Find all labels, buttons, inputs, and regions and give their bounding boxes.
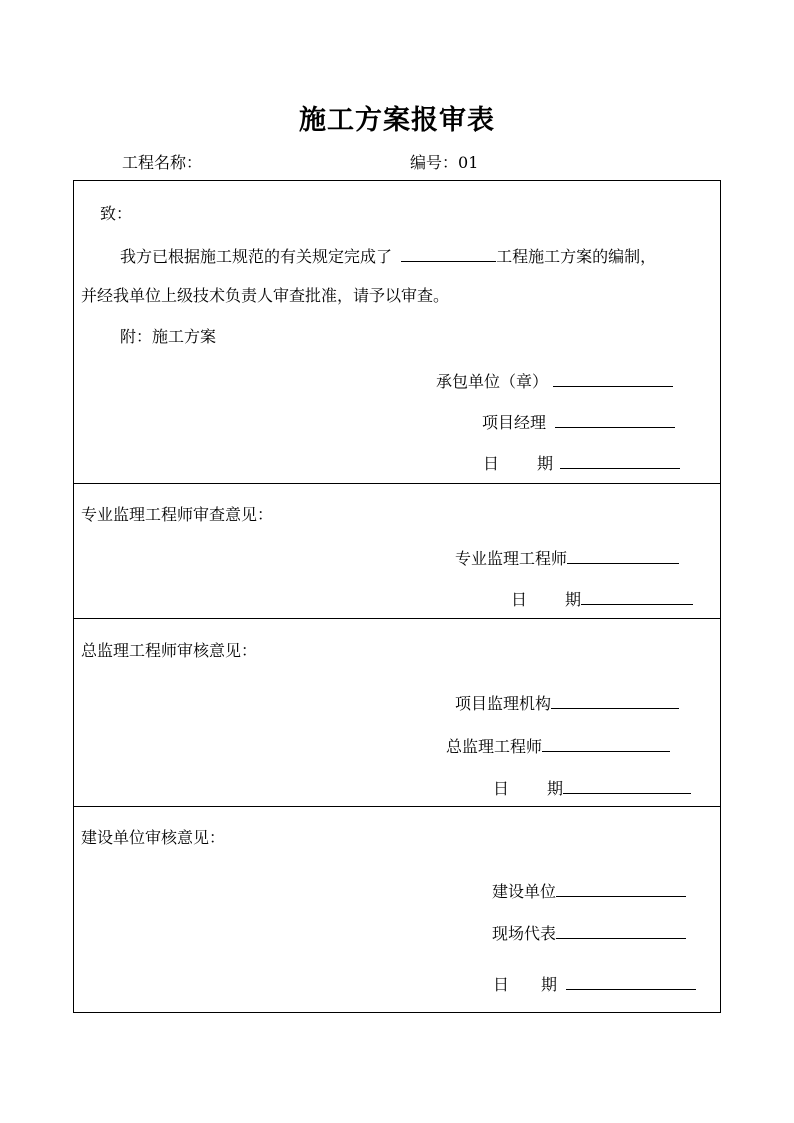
- project-name-label: 工程名称：: [122, 153, 203, 172]
- contractor-field: [436, 370, 673, 392]
- body-part-1: 我方已根据施工规范的有关规定完成了: [120, 247, 393, 266]
- section-divider: [74, 806, 720, 807]
- section4-date-line[interactable]: [566, 973, 696, 990]
- unit-signature-line[interactable]: [556, 880, 686, 897]
- date-char-2: 期: [547, 779, 564, 798]
- agency-signature-line[interactable]: [551, 692, 679, 709]
- date-char-1: 日: [511, 590, 528, 609]
- section4-heading: 建设单位审核意见：: [81, 828, 226, 847]
- project-manager-label: 项目经理: [482, 413, 547, 432]
- date-char-2: 期: [541, 975, 558, 994]
- date-char-2: 期: [537, 454, 554, 473]
- engineer-signature-line[interactable]: [567, 547, 679, 564]
- to-label: 致：: [100, 204, 133, 223]
- unit-field: [492, 880, 686, 902]
- section2-heading: 专业监理工程师审查意见：: [81, 505, 274, 524]
- section1-date-field: [483, 452, 680, 474]
- date-char-1: 日: [493, 779, 510, 798]
- section3-date-field: [493, 777, 691, 799]
- section3-heading: 总监理工程师审核意见：: [81, 641, 258, 660]
- date-char-1: 日: [493, 975, 510, 994]
- body-part-2: 工程施工方案的编制，: [496, 247, 657, 266]
- section-divider: [74, 483, 720, 484]
- number-value: 01: [458, 153, 479, 172]
- section-divider: [74, 618, 720, 619]
- project-blank-line[interactable]: [401, 245, 496, 262]
- representative-signature-line[interactable]: [556, 922, 686, 939]
- page-title: 施工方案报审表: [299, 105, 495, 136]
- section1-date-line[interactable]: [560, 452, 680, 469]
- body-line-2: 并经我单位上级技术负责人审查批准，请予以审查。: [81, 286, 450, 305]
- engineer-field: [455, 547, 679, 569]
- section3-date-line[interactable]: [563, 777, 691, 794]
- agency-field: [455, 692, 679, 714]
- form-table: [73, 180, 721, 1013]
- date-char-1: 日: [483, 454, 500, 473]
- chief-engineer-signature-line[interactable]: [542, 735, 670, 752]
- representative-field: [492, 922, 686, 944]
- representative-label: 现场代表: [492, 924, 557, 943]
- project-manager-field: [482, 411, 675, 433]
- attachment-label: 附：施工方案: [120, 327, 217, 346]
- chief-engineer-label: 总监理工程师: [446, 737, 543, 756]
- section2-date-field: [511, 588, 693, 610]
- number-label: 编号：: [410, 153, 459, 172]
- date-char-2: 期: [565, 590, 582, 609]
- body-line-1: [120, 245, 656, 267]
- number-field: [410, 150, 478, 173]
- project-manager-signature-line[interactable]: [555, 411, 675, 428]
- contractor-signature-line[interactable]: [553, 370, 673, 387]
- unit-label: 建设单位: [492, 882, 557, 901]
- engineer-label: 专业监理工程师: [455, 549, 568, 568]
- section2-date-line[interactable]: [581, 588, 693, 605]
- contractor-label: 承包单位（章）: [436, 372, 549, 391]
- chief-engineer-field: [446, 735, 670, 757]
- agency-label: 项目监理机构: [455, 694, 552, 713]
- section4-date-field: [493, 973, 696, 995]
